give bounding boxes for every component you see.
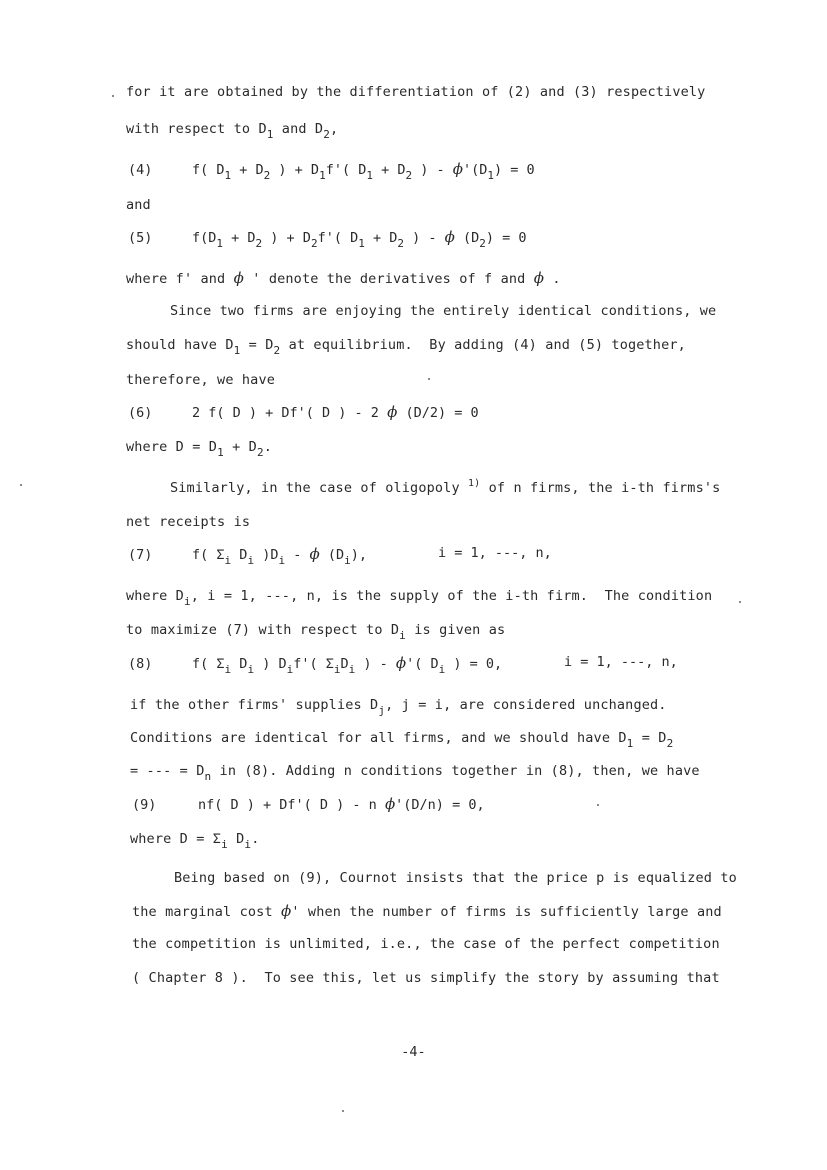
phi-symbol: ϕ <box>309 545 320 563</box>
equation-9: nf( D ) + Df'( D ) - n ϕ'(D/n) = 0, <box>198 795 485 813</box>
scan-speck <box>342 1110 344 1112</box>
scan-speck <box>428 378 430 380</box>
equation-number: (5) <box>128 230 153 246</box>
page-number: -4- <box>401 1044 426 1060</box>
equation-number: (9) <box>132 797 157 813</box>
text-line: where $D = \Sigma_i$ $D_i$. <box>130 831 260 851</box>
equation-4: f( $D_1 + D_2$ ) + $D_1f'$( $D_1 + D_2$ ) - $\phi'(D_1) = 0$ <box>192 160 535 182</box>
equation-number: (8) <box>128 656 153 672</box>
equation-7: f( $\Sigma_i$ $D_i$ )$D_i$ - ϕ $(D_i)$, <box>192 545 367 567</box>
text-line: Similarly, in the case of oligopoly $^{1)}$ of n firms, the i-th firms's <box>170 478 721 496</box>
equation-8: f( $\Sigma_i$ $D_i$ ) $D_if'$( $\Sigma_iD_i$ ) - ϕ'( $D_i$ ) = 0, <box>192 654 503 676</box>
equation-number: (7) <box>128 547 153 563</box>
scan-speck <box>112 95 114 97</box>
text-line: ( Chapter 8 ). To see this, let us simplify the story by assuming that <box>132 970 720 986</box>
sum-symbol: Σ <box>212 831 222 847</box>
text-line: if the other firms' supplies $D_j$, j = i, are considered unchanged. <box>130 697 667 717</box>
text-line: the marginal cost ϕ' when the number of firms is sufficiently large and <box>132 902 722 920</box>
text-line: = --- = $D_n$ in (8). Adding n conditions together in (8), then, we have <box>130 763 700 783</box>
sum-symbol: Σ <box>216 656 225 672</box>
text-line: and <box>126 197 151 213</box>
scan-speck <box>739 601 741 603</box>
text-line: Conditions are identical for all firms, and we should have $D_1 = D_2$ <box>130 730 674 750</box>
phi-symbol: ϕ <box>395 654 407 672</box>
text-line: should have $D_1 = D_2$ at equilibrium. By adding (4) and (5) together, <box>126 337 686 357</box>
phi-symbol: ϕ <box>233 269 244 287</box>
text-line: where $D_i$, i = 1, ---, n, is the supply of the i-th firm. The condition <box>126 588 713 608</box>
text-line: Since two firms are enjoying the entirely identical conditions, we <box>170 303 717 319</box>
text-line: where $D = D_1 + D_2$. <box>126 439 273 459</box>
text-line: the competition is unlimited, i.e., the case of the perfect competition <box>132 936 720 952</box>
text-line: therefore, we have <box>126 372 275 388</box>
equation-7-range: i = 1, ---, n, <box>438 545 552 561</box>
equation-5: $f(D_1 + D_2$ ) + $D_2f'$( $D_1 + D_2$ ) - ϕ $(D_2) = 0$ <box>192 228 527 250</box>
text-line: net receipts is <box>126 514 251 530</box>
equation-number: (4) <box>128 162 153 178</box>
phi-symbol: ϕ <box>281 902 292 920</box>
phi-symbol: ϕ <box>387 403 398 421</box>
equation-8-range: i = 1, ---, n, <box>564 654 678 670</box>
phi-symbol: ϕ <box>533 269 545 287</box>
footnote-marker: 1) <box>468 478 481 489</box>
text-line: where f' and ϕ ' denote the derivatives of f and ϕ . <box>126 269 561 287</box>
text-line: Being based on (9), Cournot insists that the price p is equalized to <box>174 870 737 886</box>
scan-speck <box>597 804 599 806</box>
text-line: to maximize (7) with respect to $D_i$ is given as <box>126 622 506 642</box>
scan-speck <box>20 484 22 486</box>
phi-symbol: ϕ <box>452 160 463 178</box>
phi-symbol: ϕ <box>444 228 455 246</box>
text-line: for it are obtained by the differentiation of (2) and (3) respectively <box>126 84 706 100</box>
sum-symbol: Σ <box>325 656 334 672</box>
equation-number: (6) <box>128 405 153 421</box>
phi-symbol: ϕ <box>384 795 396 813</box>
equation-6: 2 f( D ) + Df'( D ) - 2 ϕ (D/2) = 0 <box>192 403 479 421</box>
text-line: with respect to $D_1$ and $D_2$, <box>126 121 339 141</box>
sum-symbol: Σ <box>216 547 225 563</box>
